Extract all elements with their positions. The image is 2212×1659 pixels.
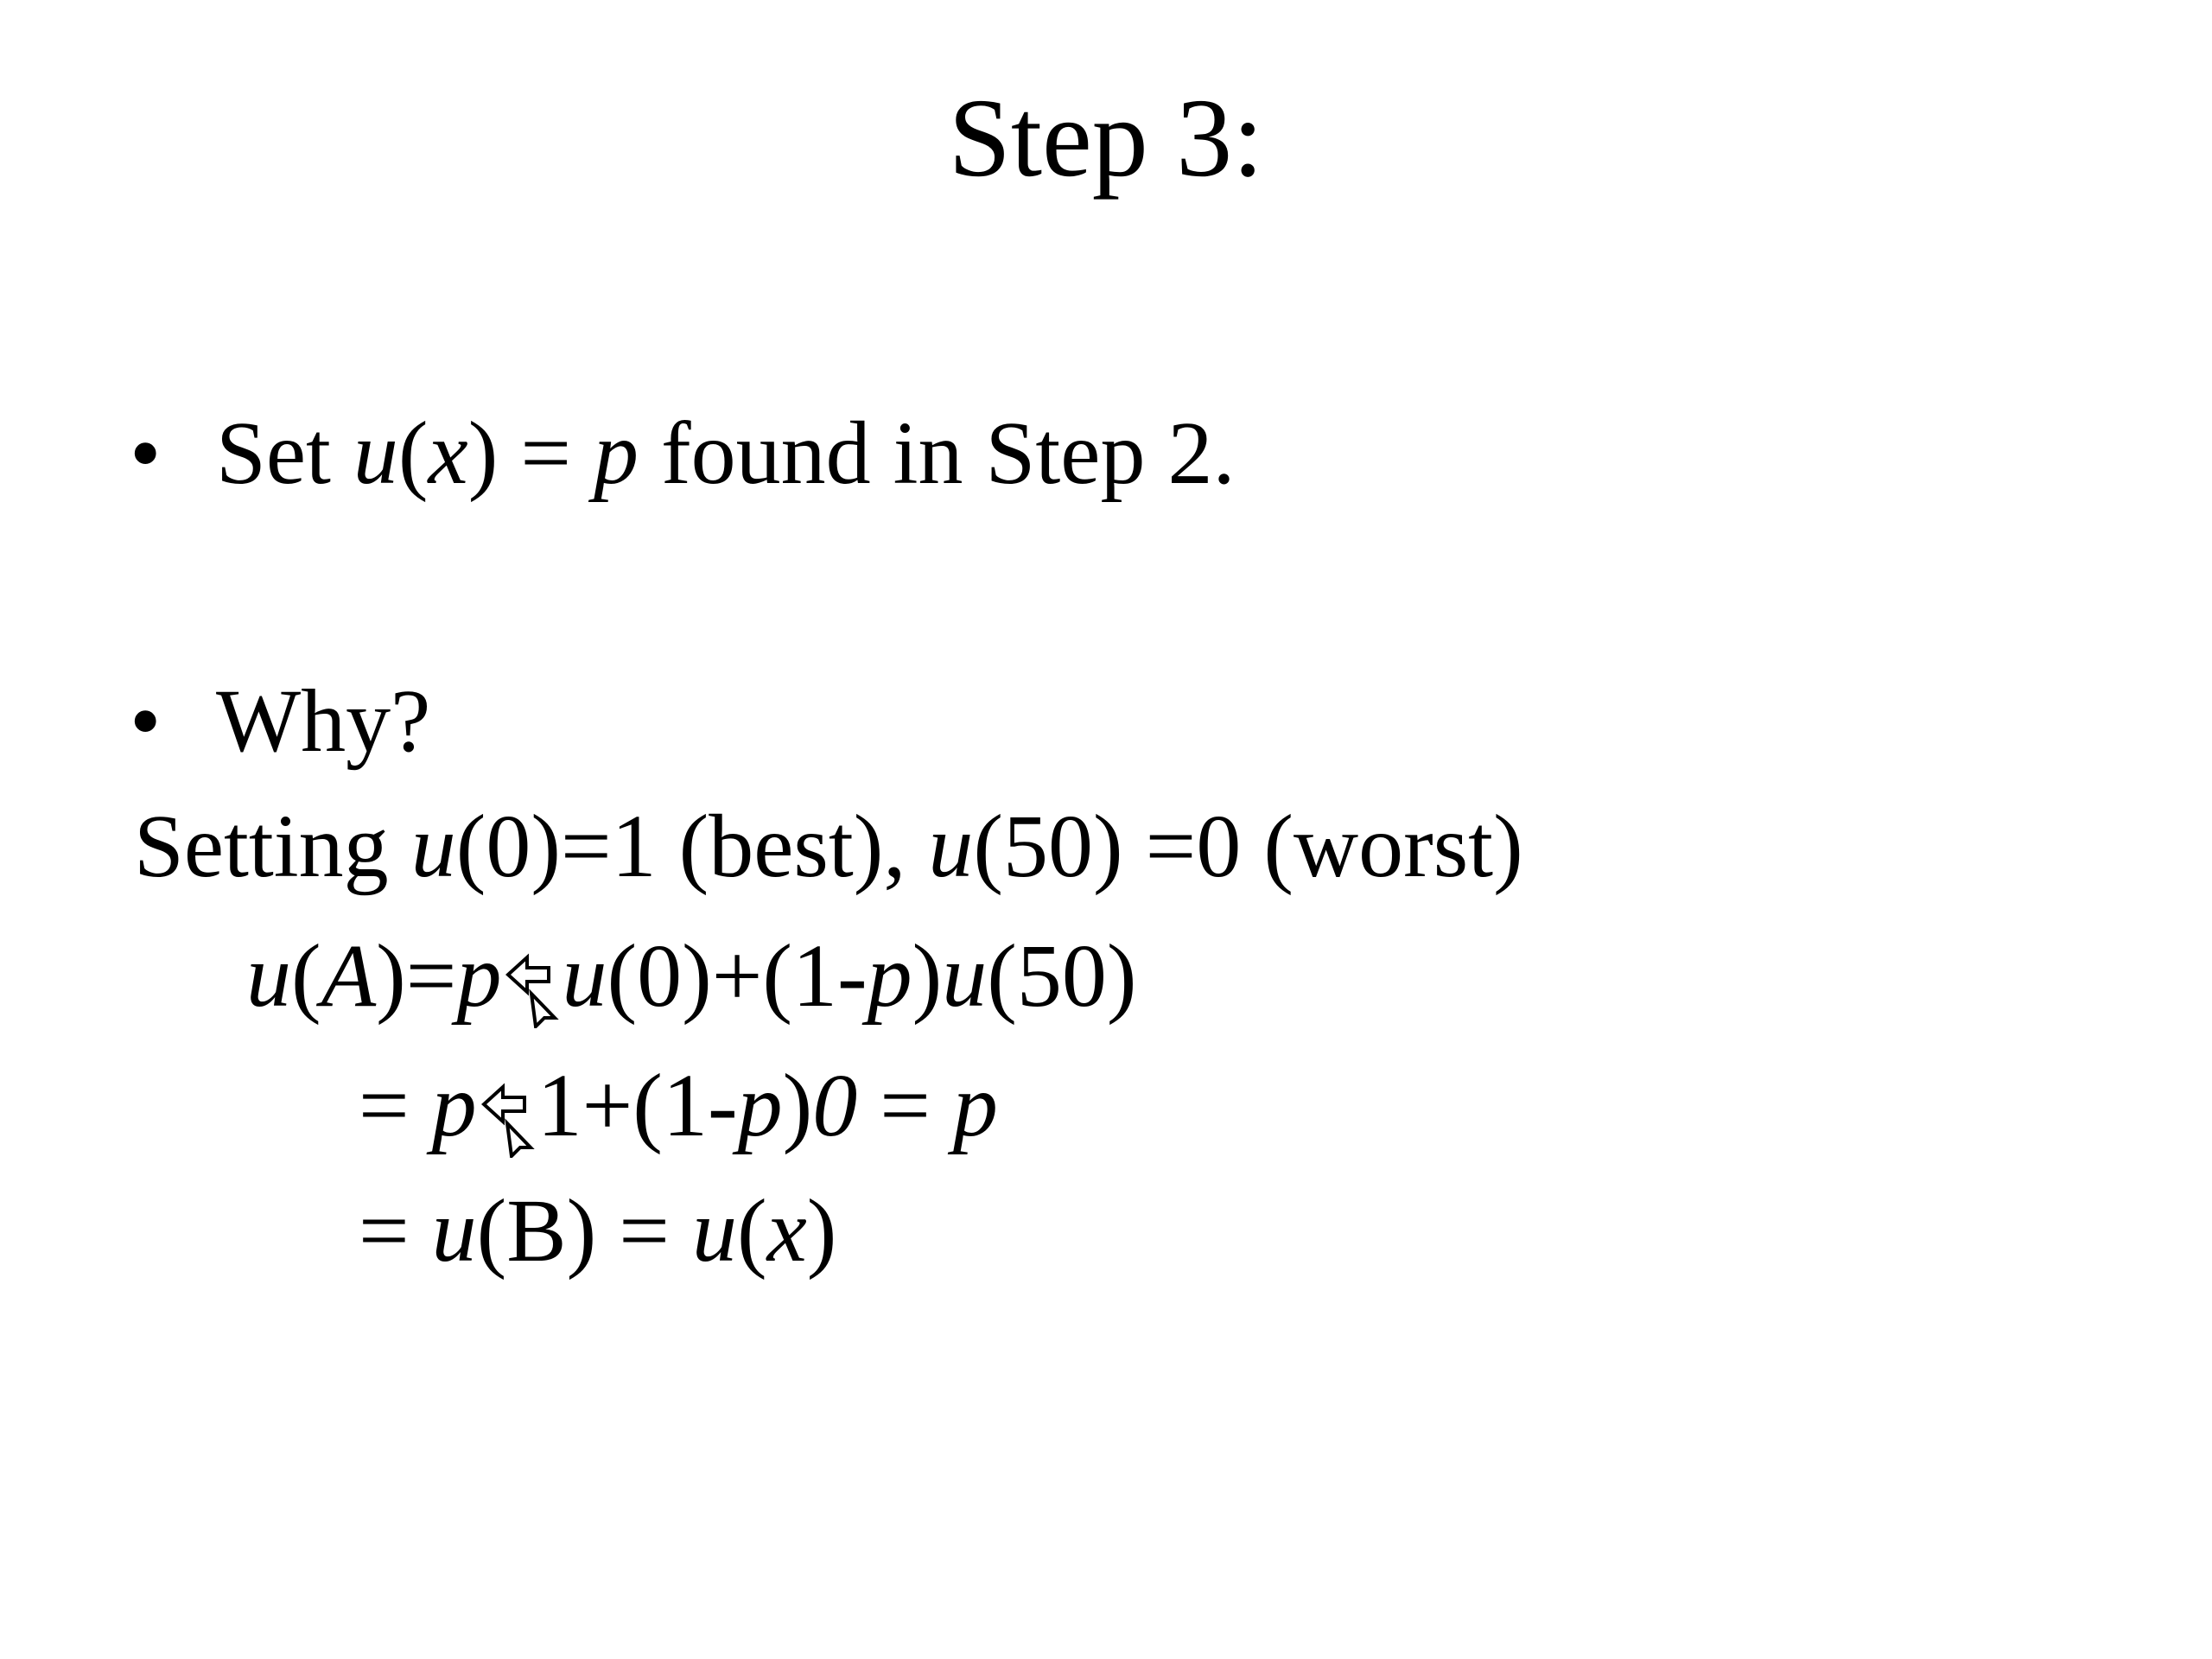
text-run: = bbox=[857, 1056, 953, 1155]
setting-line bbox=[134, 791, 1523, 903]
text-run: 0 bbox=[812, 1056, 858, 1155]
bullet-marker: • bbox=[130, 671, 162, 771]
var-u: u bbox=[353, 404, 398, 503]
var-x: x bbox=[766, 1181, 807, 1281]
text-run: ) bbox=[912, 926, 943, 1026]
bullet-set-u bbox=[130, 397, 1235, 510]
text-run: (0)+(1- bbox=[607, 926, 868, 1026]
text-run: = bbox=[359, 1056, 432, 1155]
multiply-symbol-glyph-icon bbox=[477, 1050, 537, 1162]
text-run: Set bbox=[216, 404, 353, 503]
var-u: u bbox=[431, 1181, 477, 1281]
slide-title: Step 3: bbox=[948, 76, 1264, 200]
var-a: A bbox=[321, 926, 377, 1026]
var-p: p bbox=[456, 926, 502, 1026]
equation-line-3 bbox=[359, 1175, 836, 1287]
var-u: u bbox=[410, 797, 456, 896]
var-p: p bbox=[867, 926, 912, 1026]
equation-line-2 bbox=[359, 1050, 998, 1162]
text-run: (50) bbox=[987, 926, 1137, 1026]
text-run: (B) = bbox=[476, 1181, 692, 1281]
equation-line-1 bbox=[246, 920, 1137, 1033]
var-u: u bbox=[942, 926, 988, 1026]
var-p: p bbox=[737, 1056, 783, 1155]
text-run: (50) =0 (worst) bbox=[973, 797, 1523, 896]
var-p: p bbox=[431, 1056, 477, 1155]
var-u: u bbox=[691, 1181, 737, 1281]
bullet-marker: • bbox=[130, 404, 162, 503]
text-run: 1 bbox=[537, 1056, 582, 1155]
text-run: +(1- bbox=[582, 1056, 738, 1155]
var-u: u bbox=[928, 797, 974, 896]
text-run: Setting bbox=[134, 797, 411, 896]
text-run: ) bbox=[806, 1181, 837, 1281]
multiply-symbol-glyph-icon bbox=[501, 920, 562, 1033]
text-run: (0)=1 (best), bbox=[455, 797, 929, 896]
text-run: = bbox=[359, 1181, 432, 1281]
var-p: p bbox=[594, 404, 639, 503]
var-u: u bbox=[562, 926, 607, 1026]
var-p: p bbox=[952, 1056, 998, 1155]
var-x: x bbox=[428, 404, 468, 503]
bullet-why bbox=[130, 665, 430, 778]
text-run: ) = bbox=[467, 404, 594, 503]
text-run: )= bbox=[376, 926, 457, 1026]
text-run: ( bbox=[291, 926, 321, 1026]
text-run: ( bbox=[397, 404, 429, 503]
text-run: found in Step 2. bbox=[639, 404, 1236, 503]
text-run: ( bbox=[736, 1181, 767, 1281]
var-u: u bbox=[246, 926, 291, 1026]
text-run: ) bbox=[782, 1056, 813, 1155]
text-run: Why? bbox=[216, 671, 431, 771]
